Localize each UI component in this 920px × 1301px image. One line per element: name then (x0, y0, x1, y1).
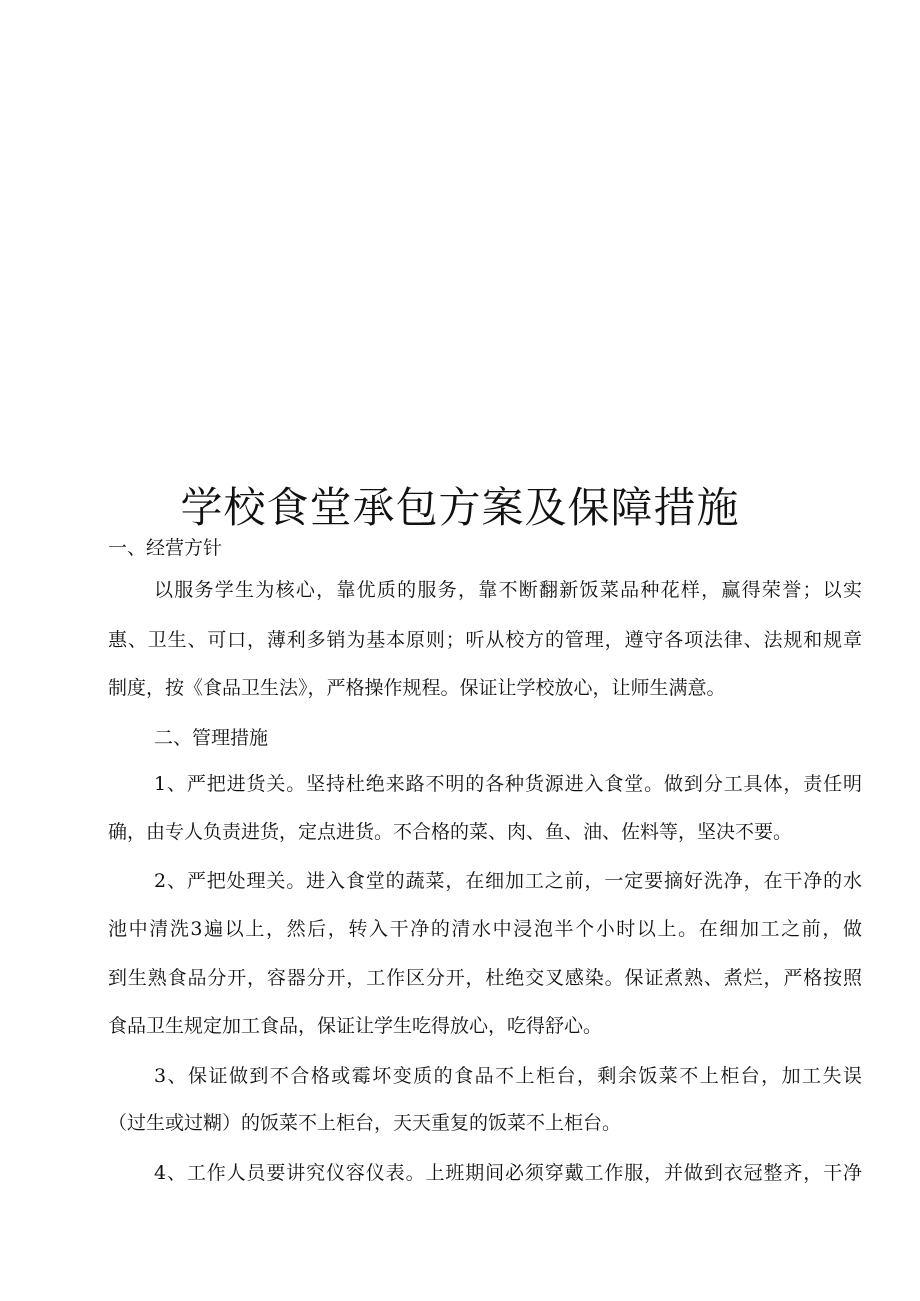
paragraph-line: 食品卫生规定加工食品，保证让学生吃得放心，吃得舒心。 (108, 1015, 603, 1037)
paragraph-line: 池中清洗3遍以上，然后，转入干净的清水中浸泡半个小时以上。在细加工之前，做 (108, 918, 862, 940)
paragraph-line: 2、严把处理关。进入食堂的蔬菜，在细加工之前，一定要摘好洗净，在干净的水 (154, 870, 862, 892)
paragraph-line: 制度，按《食品卫生法》，严格操作规程。保证让学校放心，让师生满意。 (108, 677, 726, 699)
section-heading-management-measures: 二、管理措施 (154, 727, 269, 749)
paragraph-line: 4、工作人员要讲究仪容仪表。上班期间必须穿戴工作服，并做到衣冠整齐，干净 (154, 1162, 862, 1184)
paragraph-line: 1、严把进货关。坚持杜绝来路不明的各种货源进入食堂。做到分工具体，责任明 (154, 773, 862, 795)
document-title: 学校食堂承包方案及保障措施 (180, 483, 740, 532)
paragraph-line: 以服务学生为核心，靠优质的服务，靠不断翻新饭菜品种花样，赢得荣誉；以实 (154, 579, 862, 601)
paragraph-line: （过生或过糊）的饭菜不上柜台，天天重复的饭菜不上柜台。 (108, 1112, 622, 1134)
section-heading-operating-policy: 一、经营方针 (108, 537, 223, 559)
paragraph-line: 确，由专人负责进货，定点进货。不合格的菜、肉、鱼、油、佐料等，坚决不要。 (108, 821, 793, 843)
paragraph-line: 3、保证做到不合格或霉坏变质的食品不上柜台，剩余饭菜不上柜台，加工失误 (154, 1065, 862, 1087)
paragraph-line: 惠、卫生、可口，薄利多销为基本原则；听从校方的管理，遵守各项法律、法规和规章 (108, 629, 862, 651)
paragraph-line: 到生熟食品分开，容器分开，工作区分开，杜绝交叉感染。保证煮熟、煮烂，严格按照 (108, 967, 862, 989)
